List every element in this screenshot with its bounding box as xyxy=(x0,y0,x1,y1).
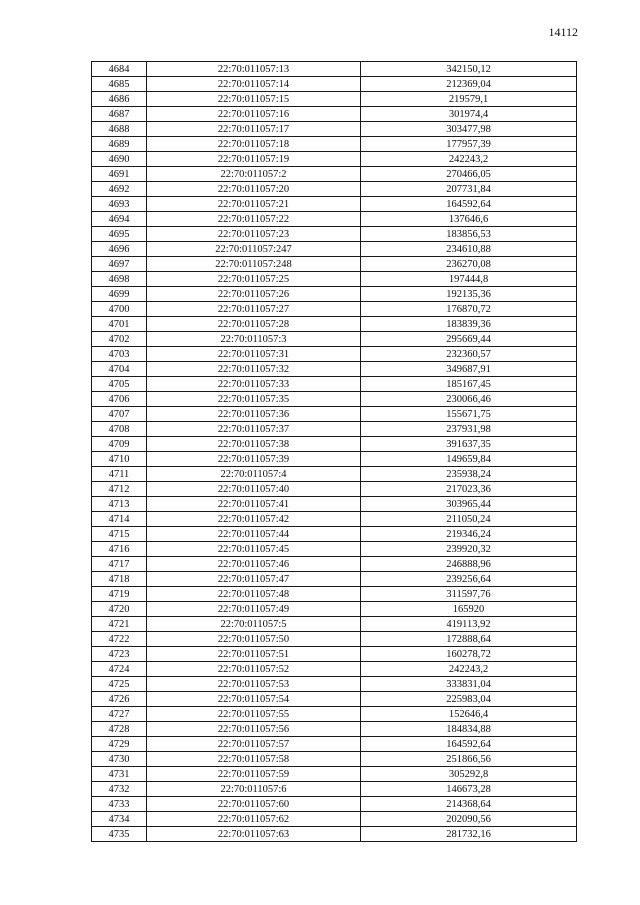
row-number-cell: 4711 xyxy=(92,467,147,482)
cadastral-number-cell: 22:70:011057:3 xyxy=(147,332,361,347)
cadastral-value-cell: 211050,24 xyxy=(361,512,577,527)
cadastral-value-cell: 176870,72 xyxy=(361,302,577,317)
table-row xyxy=(92,482,577,497)
row-number-cell: 4729 xyxy=(92,737,147,752)
row-number-cell: 4703 xyxy=(92,347,147,362)
row-number-cell: 4720 xyxy=(92,602,147,617)
table-row xyxy=(92,707,577,722)
row-number-cell: 4721 xyxy=(92,617,147,632)
cadastral-number-cell: 22:70:011057:38 xyxy=(147,437,361,452)
cadastral-value-cell: 137646,6 xyxy=(361,212,577,227)
cadastral-number-cell: 22:70:011057:60 xyxy=(147,797,361,812)
row-number-cell: 4699 xyxy=(92,287,147,302)
row-number-cell: 4698 xyxy=(92,272,147,287)
cadastral-number-cell: 22:70:011057:5 xyxy=(147,617,361,632)
cadastral-number-cell: 22:70:011057:6 xyxy=(147,782,361,797)
cadastral-number-cell: 22:70:011057:36 xyxy=(147,407,361,422)
row-number-cell: 4712 xyxy=(92,482,147,497)
table-row xyxy=(92,722,577,737)
row-number-cell: 4726 xyxy=(92,692,147,707)
cadastral-number-cell: 22:70:011057:44 xyxy=(147,527,361,542)
cadastral-number-cell: 22:70:011057:37 xyxy=(147,422,361,437)
cadastral-value-cell: 183839,36 xyxy=(361,317,577,332)
cadastral-number-cell: 22:70:011057:22 xyxy=(147,212,361,227)
row-number-cell: 4685 xyxy=(92,77,147,92)
cadastral-value-cell: 219579,1 xyxy=(361,92,577,107)
table-row xyxy=(92,257,577,272)
table-row xyxy=(92,647,577,662)
cadastral-value-cell: 202090,56 xyxy=(361,812,577,827)
table-row xyxy=(92,77,577,92)
table-row xyxy=(92,527,577,542)
row-number-cell: 4706 xyxy=(92,392,147,407)
table-row xyxy=(92,362,577,377)
row-number-cell: 4716 xyxy=(92,542,147,557)
table-row xyxy=(92,287,577,302)
cadastral-value-cell: 281732,16 xyxy=(361,827,577,842)
table-row xyxy=(92,407,577,422)
cadastral-value-cell: 217023,36 xyxy=(361,482,577,497)
cadastral-value-cell: 342150,12 xyxy=(361,62,577,77)
cadastral-value-cell: 164592,64 xyxy=(361,197,577,212)
table-row xyxy=(92,197,577,212)
row-number-cell: 4690 xyxy=(92,152,147,167)
row-number-cell: 4696 xyxy=(92,242,147,257)
cadastral-value-cell: 192135,36 xyxy=(361,287,577,302)
table-row xyxy=(92,422,577,437)
cadastral-number-cell: 22:70:011057:50 xyxy=(147,632,361,647)
cadastral-value-cell: 219346,24 xyxy=(361,527,577,542)
table-row xyxy=(92,242,577,257)
cadastral-value-cell: 230066,46 xyxy=(361,392,577,407)
row-number-cell: 4701 xyxy=(92,317,147,332)
cadastral-number-cell: 22:70:011057:49 xyxy=(147,602,361,617)
table-row xyxy=(92,467,577,482)
row-number-cell: 4709 xyxy=(92,437,147,452)
cadastral-value-cell: 270466,05 xyxy=(361,167,577,182)
cadastral-value-cell: 251866,56 xyxy=(361,752,577,767)
row-number-cell: 4735 xyxy=(92,827,147,842)
cadastral-value-cell: 237931,98 xyxy=(361,422,577,437)
cadastral-value-cell: 349687,91 xyxy=(361,362,577,377)
row-number-cell: 4686 xyxy=(92,92,147,107)
row-number-cell: 4705 xyxy=(92,377,147,392)
row-number-cell: 4684 xyxy=(92,62,147,77)
cadastral-number-cell: 22:70:011057:27 xyxy=(147,302,361,317)
table-row xyxy=(92,377,577,392)
table-row xyxy=(92,497,577,512)
row-number-cell: 4700 xyxy=(92,302,147,317)
table-row xyxy=(92,767,577,782)
row-number-cell: 4715 xyxy=(92,527,147,542)
table-body xyxy=(92,62,577,842)
table-row xyxy=(92,317,577,332)
cadastral-number-cell: 22:70:011057:59 xyxy=(147,767,361,782)
row-number-cell: 4702 xyxy=(92,332,147,347)
table-row xyxy=(92,122,577,137)
table-row xyxy=(92,212,577,227)
cadastral-value-cell: 419113,92 xyxy=(361,617,577,632)
table-row xyxy=(92,542,577,557)
table-row xyxy=(92,152,577,167)
row-number-cell: 4695 xyxy=(92,227,147,242)
cadastral-value-cell: 152646,4 xyxy=(361,707,577,722)
row-number-cell: 4734 xyxy=(92,812,147,827)
cadastral-value-cell: 305292,8 xyxy=(361,767,577,782)
cadastral-number-cell: 22:70:011057:54 xyxy=(147,692,361,707)
table-row xyxy=(92,617,577,632)
row-number-cell: 4713 xyxy=(92,497,147,512)
cadastral-value-cell: 303965,44 xyxy=(361,497,577,512)
row-number-cell: 4722 xyxy=(92,632,147,647)
cadastral-number-cell: 22:70:011057:62 xyxy=(147,812,361,827)
cadastral-value-cell: 303477,98 xyxy=(361,122,577,137)
cadastral-number-cell: 22:70:011057:45 xyxy=(147,542,361,557)
table-row xyxy=(92,227,577,242)
cadastral-value-cell: 164592,64 xyxy=(361,737,577,752)
row-number-cell: 4728 xyxy=(92,722,147,737)
cadastral-number-cell: 22:70:011057:57 xyxy=(147,737,361,752)
cadastral-value-cell: 155671,75 xyxy=(361,407,577,422)
row-number-cell: 4692 xyxy=(92,182,147,197)
cadastral-value-cell: 234610,88 xyxy=(361,242,577,257)
row-number-cell: 4697 xyxy=(92,257,147,272)
table-row xyxy=(92,182,577,197)
row-number-cell: 4731 xyxy=(92,767,147,782)
cadastral-value-table xyxy=(91,61,577,842)
row-number-cell: 4689 xyxy=(92,137,147,152)
table-row xyxy=(92,92,577,107)
cadastral-number-cell: 22:70:011057:33 xyxy=(147,377,361,392)
cadastral-number-cell: 22:70:011057:41 xyxy=(147,497,361,512)
cadastral-value-cell: 232360,57 xyxy=(361,347,577,362)
row-number-cell: 4733 xyxy=(92,797,147,812)
table-row xyxy=(92,737,577,752)
row-number-cell: 4704 xyxy=(92,362,147,377)
cadastral-number-cell: 22:70:011057:16 xyxy=(147,107,361,122)
cadastral-value-cell: 235938,24 xyxy=(361,467,577,482)
table-row xyxy=(92,602,577,617)
cadastral-number-cell: 22:70:011057:56 xyxy=(147,722,361,737)
row-number-cell: 4727 xyxy=(92,707,147,722)
cadastral-number-cell: 22:70:011057:31 xyxy=(147,347,361,362)
cadastral-number-cell: 22:70:011057:42 xyxy=(147,512,361,527)
row-number-cell: 4717 xyxy=(92,557,147,572)
cadastral-number-cell: 22:70:011057:23 xyxy=(147,227,361,242)
row-number-cell: 4725 xyxy=(92,677,147,692)
row-number-cell: 4691 xyxy=(92,167,147,182)
cadastral-number-cell: 22:70:011057:15 xyxy=(147,92,361,107)
table-row xyxy=(92,512,577,527)
cadastral-number-cell: 22:70:011057:46 xyxy=(147,557,361,572)
cadastral-value-cell: 225983,04 xyxy=(361,692,577,707)
cadastral-number-cell: 22:70:011057:28 xyxy=(147,317,361,332)
cadastral-value-cell: 212369,04 xyxy=(361,77,577,92)
cadastral-number-cell: 22:70:011057:14 xyxy=(147,77,361,92)
table-row xyxy=(92,782,577,797)
cadastral-number-cell: 22:70:011057:26 xyxy=(147,287,361,302)
table-row xyxy=(92,752,577,767)
table-row xyxy=(92,632,577,647)
page-number: 14112 xyxy=(548,25,578,39)
row-number-cell: 4708 xyxy=(92,422,147,437)
table-row xyxy=(92,167,577,182)
table-row xyxy=(92,587,577,602)
row-number-cell: 4710 xyxy=(92,452,147,467)
cadastral-value-cell: 184834,88 xyxy=(361,722,577,737)
table-row xyxy=(92,692,577,707)
cadastral-value-cell: 207731,84 xyxy=(361,182,577,197)
cadastral-number-cell: 22:70:011057:2 xyxy=(147,167,361,182)
cadastral-value-cell: 172888,64 xyxy=(361,632,577,647)
cadastral-number-cell: 22:70:011057:40 xyxy=(147,482,361,497)
cadastral-value-cell: 160278,72 xyxy=(361,647,577,662)
table-row xyxy=(92,107,577,122)
table-row xyxy=(92,347,577,362)
cadastral-value-cell: 311597,76 xyxy=(361,587,577,602)
table-row xyxy=(92,137,577,152)
cadastral-number-cell: 22:70:011057:51 xyxy=(147,647,361,662)
cadastral-number-cell: 22:70:011057:47 xyxy=(147,572,361,587)
cadastral-value-cell: 146673,28 xyxy=(361,782,577,797)
table-row xyxy=(92,452,577,467)
table-row xyxy=(92,392,577,407)
table-row xyxy=(92,332,577,347)
cadastral-number-cell: 22:70:011057:19 xyxy=(147,152,361,167)
cadastral-number-cell: 22:70:011057:13 xyxy=(147,62,361,77)
row-number-cell: 4719 xyxy=(92,587,147,602)
row-number-cell: 4724 xyxy=(92,662,147,677)
cadastral-value-cell: 177957,39 xyxy=(361,137,577,152)
cadastral-number-cell: 22:70:011057:18 xyxy=(147,137,361,152)
cadastral-value-cell: 239920,32 xyxy=(361,542,577,557)
cadastral-number-cell: 22:70:011057:58 xyxy=(147,752,361,767)
table-row xyxy=(92,797,577,812)
cadastral-number-cell: 22:70:011057:17 xyxy=(147,122,361,137)
cadastral-value-cell: 242243,2 xyxy=(361,662,577,677)
cadastral-number-cell: 22:70:011057:25 xyxy=(147,272,361,287)
cadastral-value-cell: 183856,53 xyxy=(361,227,577,242)
table-row xyxy=(92,272,577,287)
row-number-cell: 4718 xyxy=(92,572,147,587)
cadastral-value-cell: 242243,2 xyxy=(361,152,577,167)
cadastral-number-cell: 22:70:011057:55 xyxy=(147,707,361,722)
table-row xyxy=(92,557,577,572)
cadastral-number-cell: 22:70:011057:53 xyxy=(147,677,361,692)
cadastral-value-cell: 197444,8 xyxy=(361,272,577,287)
row-number-cell: 4688 xyxy=(92,122,147,137)
table-row xyxy=(92,677,577,692)
cadastral-value-cell: 185167,45 xyxy=(361,377,577,392)
cadastral-value-cell: 301974,4 xyxy=(361,107,577,122)
table-row xyxy=(92,812,577,827)
cadastral-value-cell: 391637,35 xyxy=(361,437,577,452)
table-row xyxy=(92,437,577,452)
cadastral-number-cell: 22:70:011057:247 xyxy=(147,242,361,257)
table-row xyxy=(92,302,577,317)
row-number-cell: 4730 xyxy=(92,752,147,767)
table-row xyxy=(92,572,577,587)
row-number-cell: 4707 xyxy=(92,407,147,422)
cadastral-value-cell: 295669,44 xyxy=(361,332,577,347)
cadastral-value-cell: 149659,84 xyxy=(361,452,577,467)
cadastral-value-cell: 214368,64 xyxy=(361,797,577,812)
row-number-cell: 4723 xyxy=(92,647,147,662)
cadastral-value-cell: 165920 xyxy=(361,602,577,617)
cadastral-number-cell: 22:70:011057:248 xyxy=(147,257,361,272)
cadastral-number-cell: 22:70:011057:35 xyxy=(147,392,361,407)
row-number-cell: 4714 xyxy=(92,512,147,527)
cadastral-number-cell: 22:70:011057:4 xyxy=(147,467,361,482)
cadastral-number-cell: 22:70:011057:48 xyxy=(147,587,361,602)
row-number-cell: 4694 xyxy=(92,212,147,227)
cadastral-value-cell: 333831,04 xyxy=(361,677,577,692)
cadastral-number-cell: 22:70:011057:20 xyxy=(147,182,361,197)
row-number-cell: 4693 xyxy=(92,197,147,212)
table-row xyxy=(92,827,577,842)
table-row xyxy=(92,662,577,677)
cadastral-number-cell: 22:70:011057:32 xyxy=(147,362,361,377)
cadastral-number-cell: 22:70:011057:39 xyxy=(147,452,361,467)
cadastral-number-cell: 22:70:011057:21 xyxy=(147,197,361,212)
cadastral-value-cell: 236270,08 xyxy=(361,257,577,272)
cadastral-value-cell: 246888,96 xyxy=(361,557,577,572)
row-number-cell: 4687 xyxy=(92,107,147,122)
row-number-cell: 4732 xyxy=(92,782,147,797)
cadastral-number-cell: 22:70:011057:63 xyxy=(147,827,361,842)
cadastral-value-cell: 239256,64 xyxy=(361,572,577,587)
cadastral-number-cell: 22:70:011057:52 xyxy=(147,662,361,677)
table-row xyxy=(92,62,577,77)
